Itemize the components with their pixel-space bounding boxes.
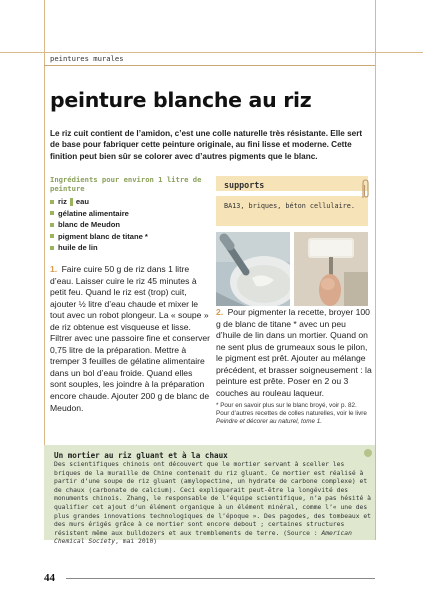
footnote-text: * Pour en savoir plus sur le blanc broyé, voir p. 82. Pour d’autres recettes de colles naturelles, voir le livre <box>216 402 367 418</box>
source-suffix: , mai 2010) <box>115 538 158 546</box>
step-1-number: 1. <box>50 264 58 274</box>
bullet-icon <box>50 200 54 204</box>
step-2 <box>216 307 372 399</box>
header-rule <box>0 52 423 53</box>
bullet-icon <box>50 223 54 227</box>
footnote <box>216 402 370 427</box>
bullet-icon <box>50 246 54 250</box>
ingredient-label: blanc de Meudon <box>58 220 121 229</box>
source-name: American Chemical Society <box>54 529 352 546</box>
info-box-body: Des scientifiques chinois ont découvert que le mortier servant à sceller les briques de la muraille de Chine contenait du riz gluant. Ce mortier est réalisé à partir d’une soupe de riz gluant (amylopectine, un hydrate de carbone complexe) et de chaux (carbonate de calcium). Ceci expliquerait peut-être la longévité des monuments chinois. Zhang, le responsable de l’équipe scientifique, n’a pas hésité à qualifier cet ajout d’un élément organique à un élément minéral, comme l’« une des plus grandes innovations technologiques de l’époque ». Des pagodes, des tombeaux et des murs érigés grâce à ce mortier sont encore debout ; certaines structures résistent même aux bulldozers et aux tremblements de terre. <box>54 461 371 537</box>
ingredients-list <box>50 196 210 254</box>
bullet-icon <box>50 234 54 238</box>
supports-text: BA13, briques, béton cellulaire. <box>224 202 355 210</box>
ingredient-item <box>50 219 210 231</box>
supports-box <box>216 176 368 226</box>
ingredient-item <box>50 242 210 254</box>
page-frame-right <box>375 0 376 540</box>
ingredient-item <box>50 196 210 208</box>
info-box-title: Un mortier au riz gluant et à la chaux <box>54 451 228 460</box>
dot-icon <box>364 449 372 457</box>
info-box-text <box>54 461 372 547</box>
section-rule <box>44 65 375 66</box>
ingredient-label: pigment blanc de titane * <box>58 231 148 241</box>
step-1-text: Faire cuire 50 g de riz dans 1 litre d’eau. Laisser cuire le riz 45 minutes à petit feu. Quand le riz est (trop) cuit, ajouter ½ litre d’eau chaude et mixer le tout avec un robot plongeur. La « soupe » de riz obtenue est visqueuse et lisse. Filtrer avec une passoire fine et conserver 0,75 litre de la préparation. Mettre à tremper 3 feuilles de gélatine alimentaire dans un bol d’eau froide. Quand elles sont souples, les joindre à la préparation encore chaude. Ajouter 200 g de blanc de Meudon. <box>50 264 211 413</box>
ingredient-item <box>50 208 210 220</box>
intro-paragraph: Le riz cuit contient de l’amidon, c’est une colle naturelle très résistante. Elle sert de base pour fabriquer cette peinture originale, au fini lisse et moderne. Cette finition peut bien sûr se colorer avec d’autres pigments que le blanc. <box>50 129 363 161</box>
separator-icon <box>70 198 73 206</box>
photo-rice-mixture <box>216 232 290 306</box>
footnote-book-title: Peindre et décorer au naturel, tome 1. <box>216 418 323 426</box>
ingredients-title: Ingrédients pour environ 1 litre de peinture <box>50 175 202 193</box>
page-title: peinture blanche au riz <box>50 88 312 112</box>
section-label: peintures murales <box>50 54 124 63</box>
step-2-number: 2. <box>216 307 224 317</box>
footer-rule <box>66 578 375 579</box>
supports-divider <box>216 191 368 196</box>
ingredient-item <box>50 231 210 243</box>
ingredient-label: gélatine alimentaire <box>58 208 129 218</box>
info-box-rice-mortar <box>44 445 375 546</box>
supports-title: supports <box>224 180 265 190</box>
source-prefix: (Source : <box>283 529 322 537</box>
photo-roller-painting <box>294 232 368 306</box>
step-1 <box>50 264 210 414</box>
bullet-icon <box>50 211 54 215</box>
ingredient-label: riz <box>58 197 67 206</box>
paper-clip-icon <box>360 178 370 200</box>
ingredient-label: eau <box>75 197 89 206</box>
page-number: 44 <box>44 572 55 584</box>
step-2-text: Pour pigmenter la recette, broyer 100 g de blanc de titane * avec un peu d’huile de lin dans un mortier. Quand on ne sent plus de grumeaux sous le pilon, le pigment est prêt. Ajouter au mélange précédent, et brasser soigneusement : la peinture est prête. Poser en 2 ou 3 couches au rouleau laqueur. <box>216 307 372 398</box>
ingredient-label: huile de lin <box>58 243 98 252</box>
